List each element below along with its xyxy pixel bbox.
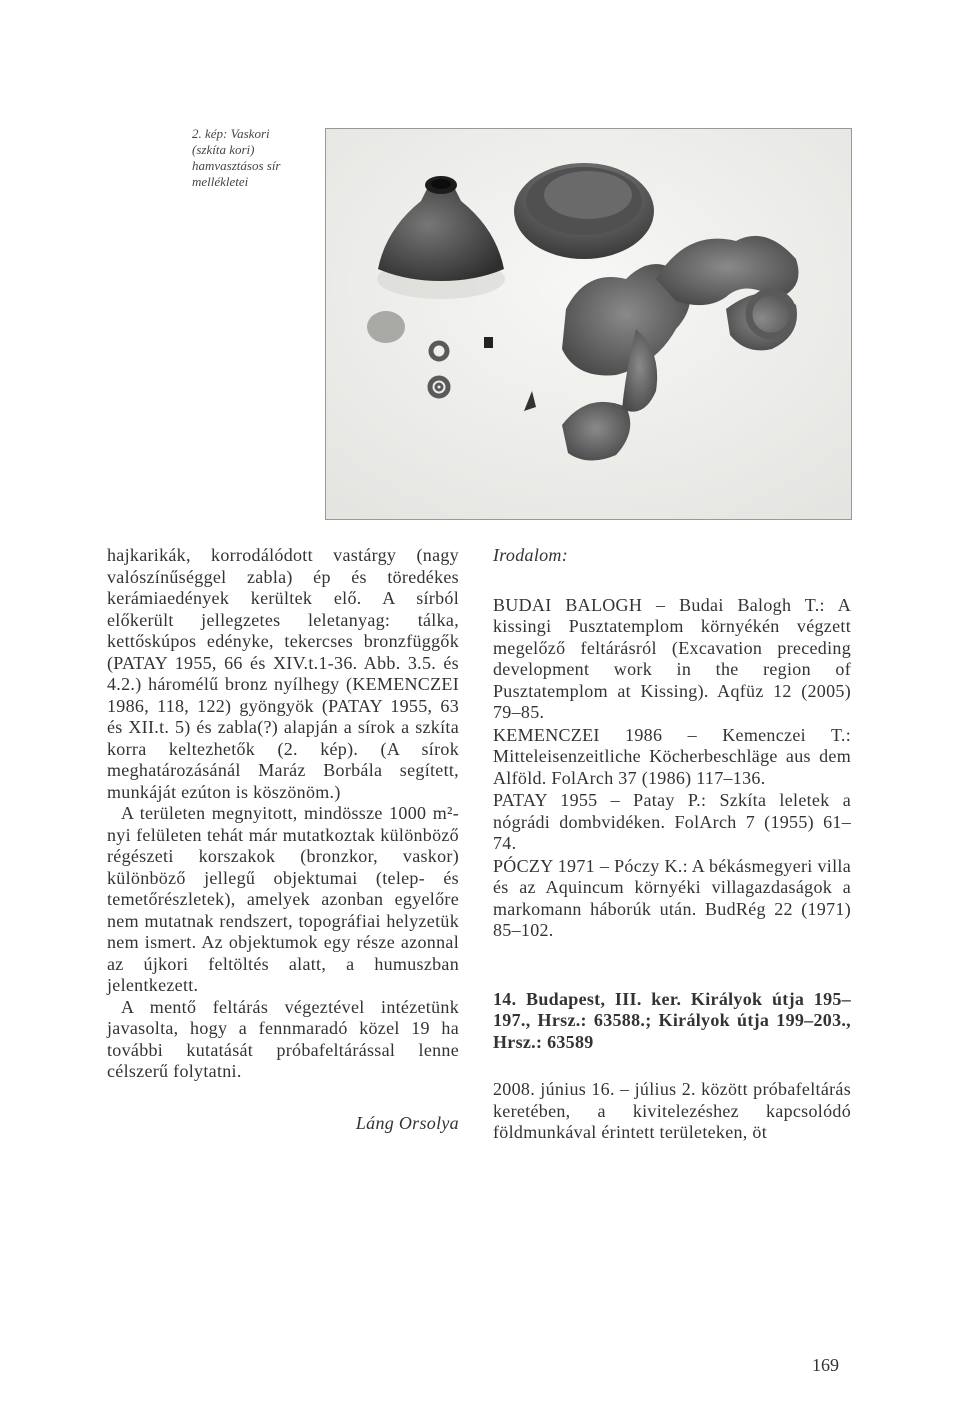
reference-entry: PATAY 1955 – Patay P.: Szkíta leletek a nógrádi dombvidéken. FolArch 7 (1955) 61–74. <box>493 790 851 853</box>
right-column <box>493 545 851 1144</box>
body-paragraph: A mentő feltárás végeztével intézetünk javasolta, hogy a fennmaradó közel 19 ha további kutatását próbafeltárással lenne célszerű folytatni. <box>107 996 459 1081</box>
body-paragraph: hajkarikák, korrodálódott vastárgy (nagy valószínűséggel zabla) ép és töredékes kerámiaedények kerültek elő. A sírból előkerült jellegzetes leletanyag: tálka, kettőskúpos edényke, tekercses bronzfüggők (PATAY 1955, 66 és XIV.t.1-36. Abb. 3.5. és 4.2.) háromélű bronz nyílhegy (KEMENCZEI 1986, 118, 122) gyöngyök (PATAY 1955, 63 és XII.t. 5) és zabla(?) alapján a sírok a szkíta korra keltezhetők (2. kép). (A sírok meghatározásánál Maráz Borbála segített, munkáját ezúton is köszönöm.) <box>107 545 459 802</box>
page-number: 169 <box>812 1355 839 1375</box>
reference-entry: BUDAI BALOGH – Budai Balogh T.: A kissingi Pusztatemplom környékén végzett megelőző feltárásról (Excavation preceding development work in the region of Pusztatemplom at Kissing). Aqfüz 12 (2005) 79–85. <box>493 594 851 722</box>
body-paragraph: A területen megnyitott, mindössze 1000 m²-nyi felületen tehát már mutatkoztak különböző régészeti korszakok (bronzkor, vaskor) különböző jellegű objektumai (telep- és temetőrészletek), amelyek azonban egyelőre nem mutatnak rendszert, topográfiai helyzetük nem ismert. Az objektumok egy része azonnal az újkori feltöltés alatt, a humuszban jelentkezett. <box>107 803 459 995</box>
small-bead <box>484 337 493 348</box>
figure-caption: 2. kép: Vaskori (szkíta kori) hamvasztásos sír mellékletei <box>192 126 281 189</box>
left-column <box>107 545 459 1134</box>
reference-entry: PÓCZY 1971 – Póczy K.: A békásmegyeri villa és az Aquincum környéki villagazdaságok a markomann háborúk után. BudRég 22 (1971) 85–102. <box>493 855 851 940</box>
reference-entry: KEMENCZEI 1986 – Kemenczei T.: Mitteleisenzeitliche Köcherbeschläge aus dem Alföld. FolArch 37 (1986) 117–136. <box>493 724 851 788</box>
bowl <box>514 163 654 259</box>
grave-goods-illustration <box>326 129 851 519</box>
disc-bead <box>367 311 405 343</box>
author-signature: Láng Orsolya <box>355 1112 459 1133</box>
literature-heading: Irodalom: <box>493 545 569 565</box>
body-paragraph: 2008. június 16. – július 2. között próbafeltárás keretében, a kivitelezéshez kapcsolódó földmunkával érintett területeken, öt <box>493 1079 851 1142</box>
figure-photo-grave-goods <box>325 128 852 520</box>
site-heading: 14. Budapest, III. ker. Királyok útja 195–197., Hrsz.: 63588.; Királyok útja 199–203., Hrsz.: 63589 <box>493 988 851 1052</box>
